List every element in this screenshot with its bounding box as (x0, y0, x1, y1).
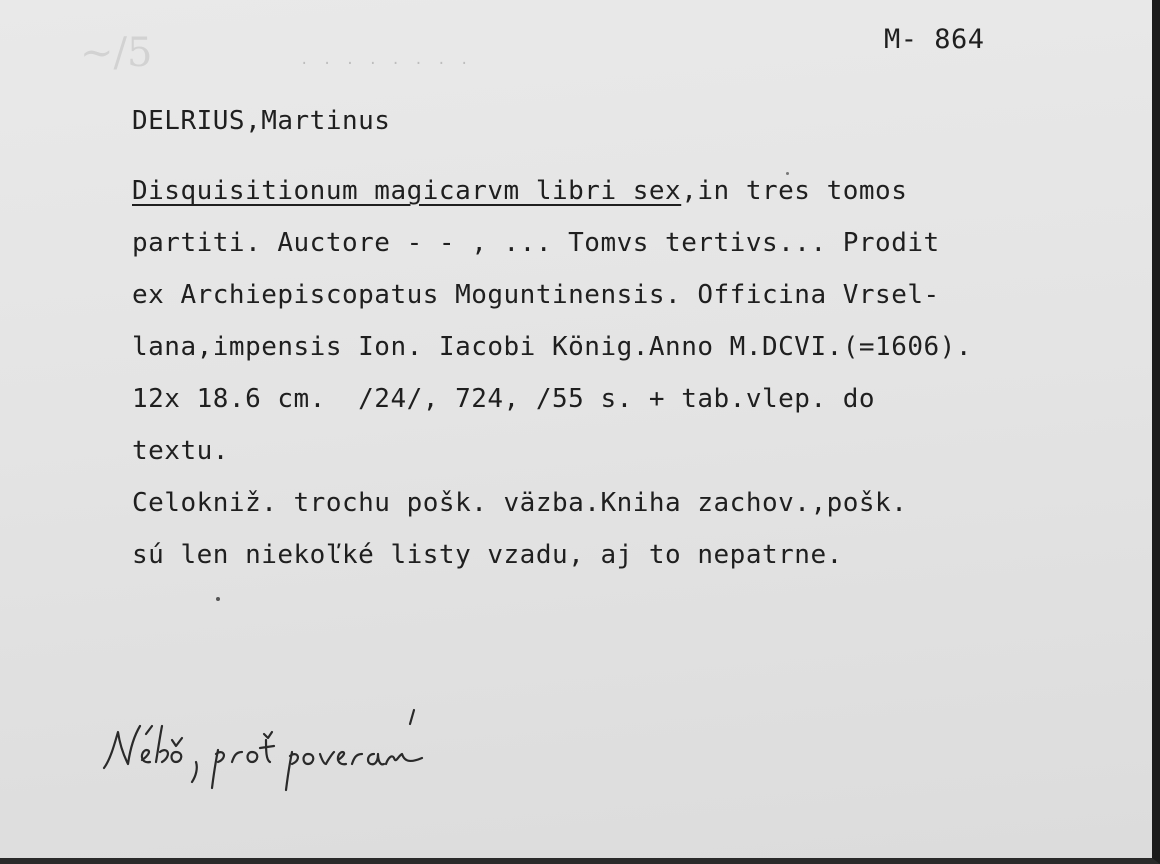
handwritten-note-signature (96, 690, 476, 800)
physical-description-line: textu. (132, 436, 229, 466)
author-name: DELRIUS,Martinus (132, 106, 391, 136)
description-line: ex Archiepiscopatus Moguntinensis. Officina Vrsel- (132, 280, 940, 310)
call-number: M- 864 (884, 24, 985, 55)
faint-pencil-mark: ~/5 (80, 30, 153, 76)
ink-speck (216, 597, 220, 601)
description-line: partiti. Auctore - - , ... Tomvs tertivs... Prodit (132, 228, 940, 258)
condition-note-line: sú len niekoľké listy vzadu, aj to nepatrne. (132, 540, 843, 570)
title-continuation: ,in tres tomos (681, 176, 908, 206)
description-line: lana,impensis Ion. Iacobi König.Anno M.DCVI.(=1606). (132, 332, 972, 362)
ink-speck (786, 172, 789, 175)
physical-description-line: 12x 18.6 cm. /24/, 724, /55 s. + tab.vlep. do (132, 384, 876, 414)
title-line (132, 176, 907, 206)
condition-note-line: Celokniž. trochu pošk. väzba.Kniha zachov.,pošk. (132, 488, 908, 518)
faint-stamp-trace: · · · · · · · · (300, 56, 472, 72)
book-title: Disquisitionum magicarvm libri sex (132, 176, 682, 206)
